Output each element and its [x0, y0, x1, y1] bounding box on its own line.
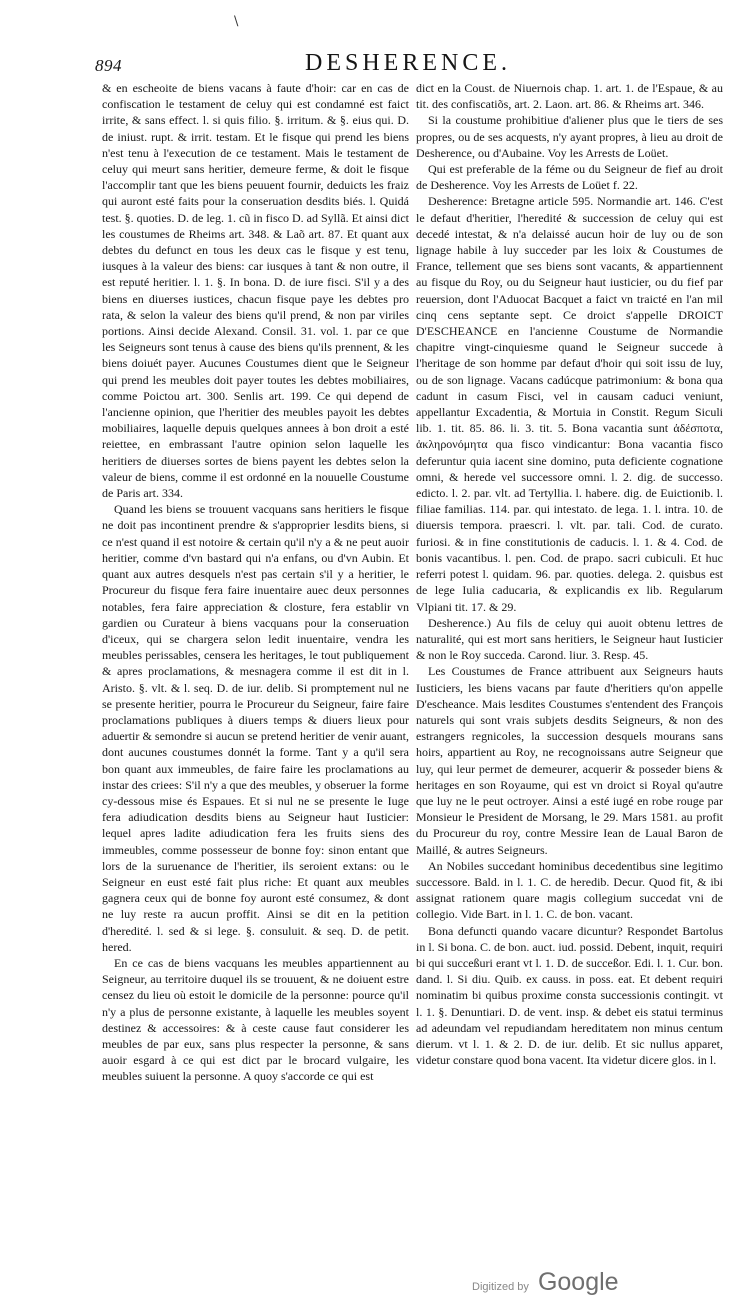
paragraph: An Nobiles succedant hominibus decedentibus sine legitimo successore. Bald. in l. 1. C. de heredib. Decur. Quod fit, & ibi assignat rationem quare magis collegium succedat vni de collegio. Vide Bart. in l. 1. C. de bon. vacant. [416, 858, 723, 922]
paragraph: En ce cas de biens vacquans les meubles appartiennent au Seigneur, au territoire duquel ils se trouuent, & ne doiuent estre censez du lieu où estoit le domicile de la personne: pource qu'il n'y a plus de personne existante, à laquelle les meubles soyent destinez & accessoires: & à ceste cause faut considerer les meubles de par eux, sans plus respecter la personne, & sans auoir esgard à ce qui est dict par le brocard vulgaire, les meubles suiuent la personne. A quoy s'accorde ce qui est [102, 955, 409, 1084]
google-logo-text: Google [537, 1268, 619, 1296]
digitized-by-label: Digitized by [472, 1281, 529, 1293]
paragraph: Quand les biens se trouuent vacquans sans heritiers le fisque ne doit pas incontinent prendre & s'approprier lesdits biens, si ce n'est quand il est notoire & certain qu'il n'y a & ne peut auoir heritier, comme d'vn bastard qui n'a enfans, ou d'vn Aubin. Et quant aux autres desquels n'est pas certain s'il y a heritier, le Procureur du fisque fera faire inuentaire auec deux personnes notables, fera faire appreciation & closture, fera establir vn gardien ou Curateur à biens vacquans pour la conseruation d'iceux, qui se chargera selon ledit inuentaire, vendra les meubles perissables, censera les heritages, le tout publiquement & apres proclamations, & mesnagera comme il est dit in l. Aristo. §. vlt. & l. seq. D. de iur. delib. Si promptement nul ne se presente heritier, pourra le Procureur du Seigneur, faire faire proclamations publiques à diuers temps & diuers lieux pour aduertir & semondre si aucun se pretend heritier de venir auant, dont aucunes coustumes donnét la forme. Tant y a qu'il sera bon quant aux immeubles, de faire faire les proclamations au instar des criees: S'il n'y a que des meubles, y obseruer la forme cy-dessous mise és Espaues. Et si nul ne se presente le Iuge fera adiudication desdits biens au Seigneur haut Iusticier: lequel apres ladite adiudication fera les fruits siens des immeubles, comme possesseur de bonne foy: sinon entant que lors de la suruenance de l'heritier, ils seroient extans: ou le Seigneur en eust esté fait plus riche: Et quant aux meubles gagnera ceux qui de bonne foy auront esté consumez, & dont ne luy reste ra aucun proffit. Ainsi se dit en la petition d'heredité. l. sed & si lege. §. consuluit. & seq. D. de petit. hered. [102, 502, 409, 954]
paragraph: & en escheoite de biens vacans à faute d'hoir: car en cas de confiscation le testament de celuy qui est condamné est faict irrite, & sans effect. l. si quis filio. §. irritum. & §. eius qui. D. de iniust. rupt. & irrit. testam. Et le fisque qui prend les biens n'est tenu à l'execution de ce testament. Mais le testament de celuy qui meurt sans heritier, demeure ferme, & doit le fisque l'accomplir tant que les biens peuuent fournir, deduicts les fraiz qui auront esté faits pour la conseruation desdits biés. l. Quidá test. §. quoties. D. de leg. 1. cũ in fisco D. ad Syllã. Et ainsi dict les coustumes de Rheims art. 348. & Laõ art. 87. Et quant aux debtes du defunct en tous les deux cas le fisque y est tenu, iusques à la valeur des biens: car iusques à tant & non outre, il est reputé heritier. l. 1. §. In bona. D. de iure fisci. S'il y a des biens en diuerses iustices, chacun fisque paye les debtes pro rata, & selon la valeur des biens qu'il prend, & non par viriles portions. Ainsi decide Alexand. Consil. 31. vol. 1. par ce que les Seigneurs sont tenus à cause des biens qu'ils prennent, & les biens doiuét payer. Aucunes Coustumes dient que le Seigneur qui prend les meubles doit payer toutes les debtes mobiliaires, comme Poictou art. 300. Senlis art. 199. Ce qui depend de l'ancienne opinion, que l'heritier des meubles payoit les debtes mobiliaires, laquelle depuis quelques annees à bon droit a esté reiettee, en embrassant l'autre opinion selon laquelle les heritiers de diuerses sortes de biens payent les debtes selon la valeur de biens, comme il est ordonné en la nouuelle Coustume de Paris art. 334. [102, 81, 409, 501]
paragraph: Les Coustumes de France attribuent aux Seigneurs hauts Iusticiers, les biens vacans par faute d'heritiers qu'on appelle D'escheance. Mais lesdites Coustumes s'entendent des François naturels qui sont vrais subjets desdits Seigneurs, & non des estrangers regnicoles, la succession desquels mourans sans hoirs, appartient au Roy, ne recognoissans autre Seigneur que luy, qui leur permet de demeurer, acquerir & posseder biens & heritages en son Royaume, qui est vn droict si Royal qu'autre que luy ne le peut octroyer. Ainsi a esté iugé en robe rouge par Monsieur le President de Morsang, le 29. Mars 1581. au profit du Procureur du roy, contre Messire Iean de Laual Baron de Maillé, & autres Seigneurs. [416, 664, 723, 857]
page-number: 894 [95, 56, 122, 75]
paragraph: Si la coustume prohibitiue d'aliener plus que le tiers de ses propres, ou de ses acquests, n'y ayant propres, à lieu au droit de Desherence, ou d'Aubaine. Voy les Arrests de Loüet. [416, 113, 723, 160]
paragraph: Bona defuncti quando vacare dicuntur? Respondet Bartolus in l. Si bona. C. de bon. auct. iud. possid. Debent, inquit, requiri bi qui succeßuri erant vt l. 1. D. de succeßor. Edi. l. 1. Cur. bon. dand. l. Si diu. Quib. ex causs. in poss. eat. Et debent requiri nominatim bi quibus proxime consta successionis contingit. vt l. 1. §. Denuntiari. D. de vent. insp. & debet eis statui terminus ad adeundam vel repudiandam hereditatem non minus centum dierum. vt l. 1. & 2. D. de iur. delib. Et sic nullus apparet, videtur constare quod bona vacent. Ita videtur dicere glos. in l. [416, 923, 723, 1068]
paragraph: Desherence: Bretagne article 595. Normandie art. 146. C'est le defaut d'heritier, l'heredité & succession de celuy qui est decedé intestat, & n'a delaissé aucun hoir de luy ou de son lignage habile à luy succeder par les loix & Coustumes de France, tellement que ses biens sont vacants, & appartiennent au fisque du Roy, ou du Seigneur haut iusticier, ou du fief par reuersion, dont l'Aduocat Bacquet a faict vn traicté en l'an mil cinq cens septante sept. Ce droict s'appelle DROICT D'ESCHEANCE en l'ancienne Coustume de Normandie chapitre vingt-cinquiesme quand le Seigneur succede à l'heritage de son homme par defaut d'hoir qui soit issu de luy, ou de son lignage. Vacans cadúcque patrimonium: & bona qua cadunt in casum Fisci, vel in causam caduci veniunt, appellantur Excadentia, & Mortuia in Constit. Regum Siculi lib. 1. tit. 85. 86. li. 3. tit. 5. Bona vacantia sunt ἀδέσποτα, ἀκληρονόμητα qua fisco vindicantur: Bona vacantia fisco deferuntur quia iacent sine domino, puta deficiente cognatione omni, & herede vel successore omni. l. 2. dig. de successo. edicto. l. 2. par. vlt. ad Tertyllia. l. habere. dig. de Euictionib. l. filiae familias. 114. par. qui intestato. de lega. 1. l. intra. 10. de diuersis tempora. praescri. l. vlt. par. tali. Cod. de curato. furiosi. & in fine constitutionis de caducis. l. 1. & 4. Cod. de bonis vacantibus. l. pen. Cod. de prapo. sacri cubiculi. Et huc referri potest l. quidam. 96. par. quoties. delega. 2. quisbus est de lege Iulia caducaria, & explicandis ex lib. Regularum Vlpiani tit. 17. & 29. [416, 194, 723, 614]
top-mark: \ [234, 14, 239, 29]
digitized-watermark [472, 1268, 619, 1297]
left-column [102, 80, 409, 1085]
paragraph: Qui est preferable de la féme ou du Seigneur de fief au droit de Desherence. Voy les Arrests de Loüet f. 22. [416, 162, 723, 193]
paragraph: Desherence.) Au fils de celuy qui auoit obtenu lettres de naturalité, qui est mort sans heritiers, le Seigneur haut Iusticier & non le Roy succeda. Carond. liur. 3. Resp. 45. [416, 615, 723, 663]
right-column [416, 80, 723, 1068]
paragraph: dict en la Coust. de Niuernois chap. 1. art. 1. de l'Espaue, & au tit. des confiscatiõs, art. 2. Laon. art. 86. & Rheims art. 346. [416, 81, 723, 112]
running-head: DESHERENCE. [305, 50, 511, 76]
